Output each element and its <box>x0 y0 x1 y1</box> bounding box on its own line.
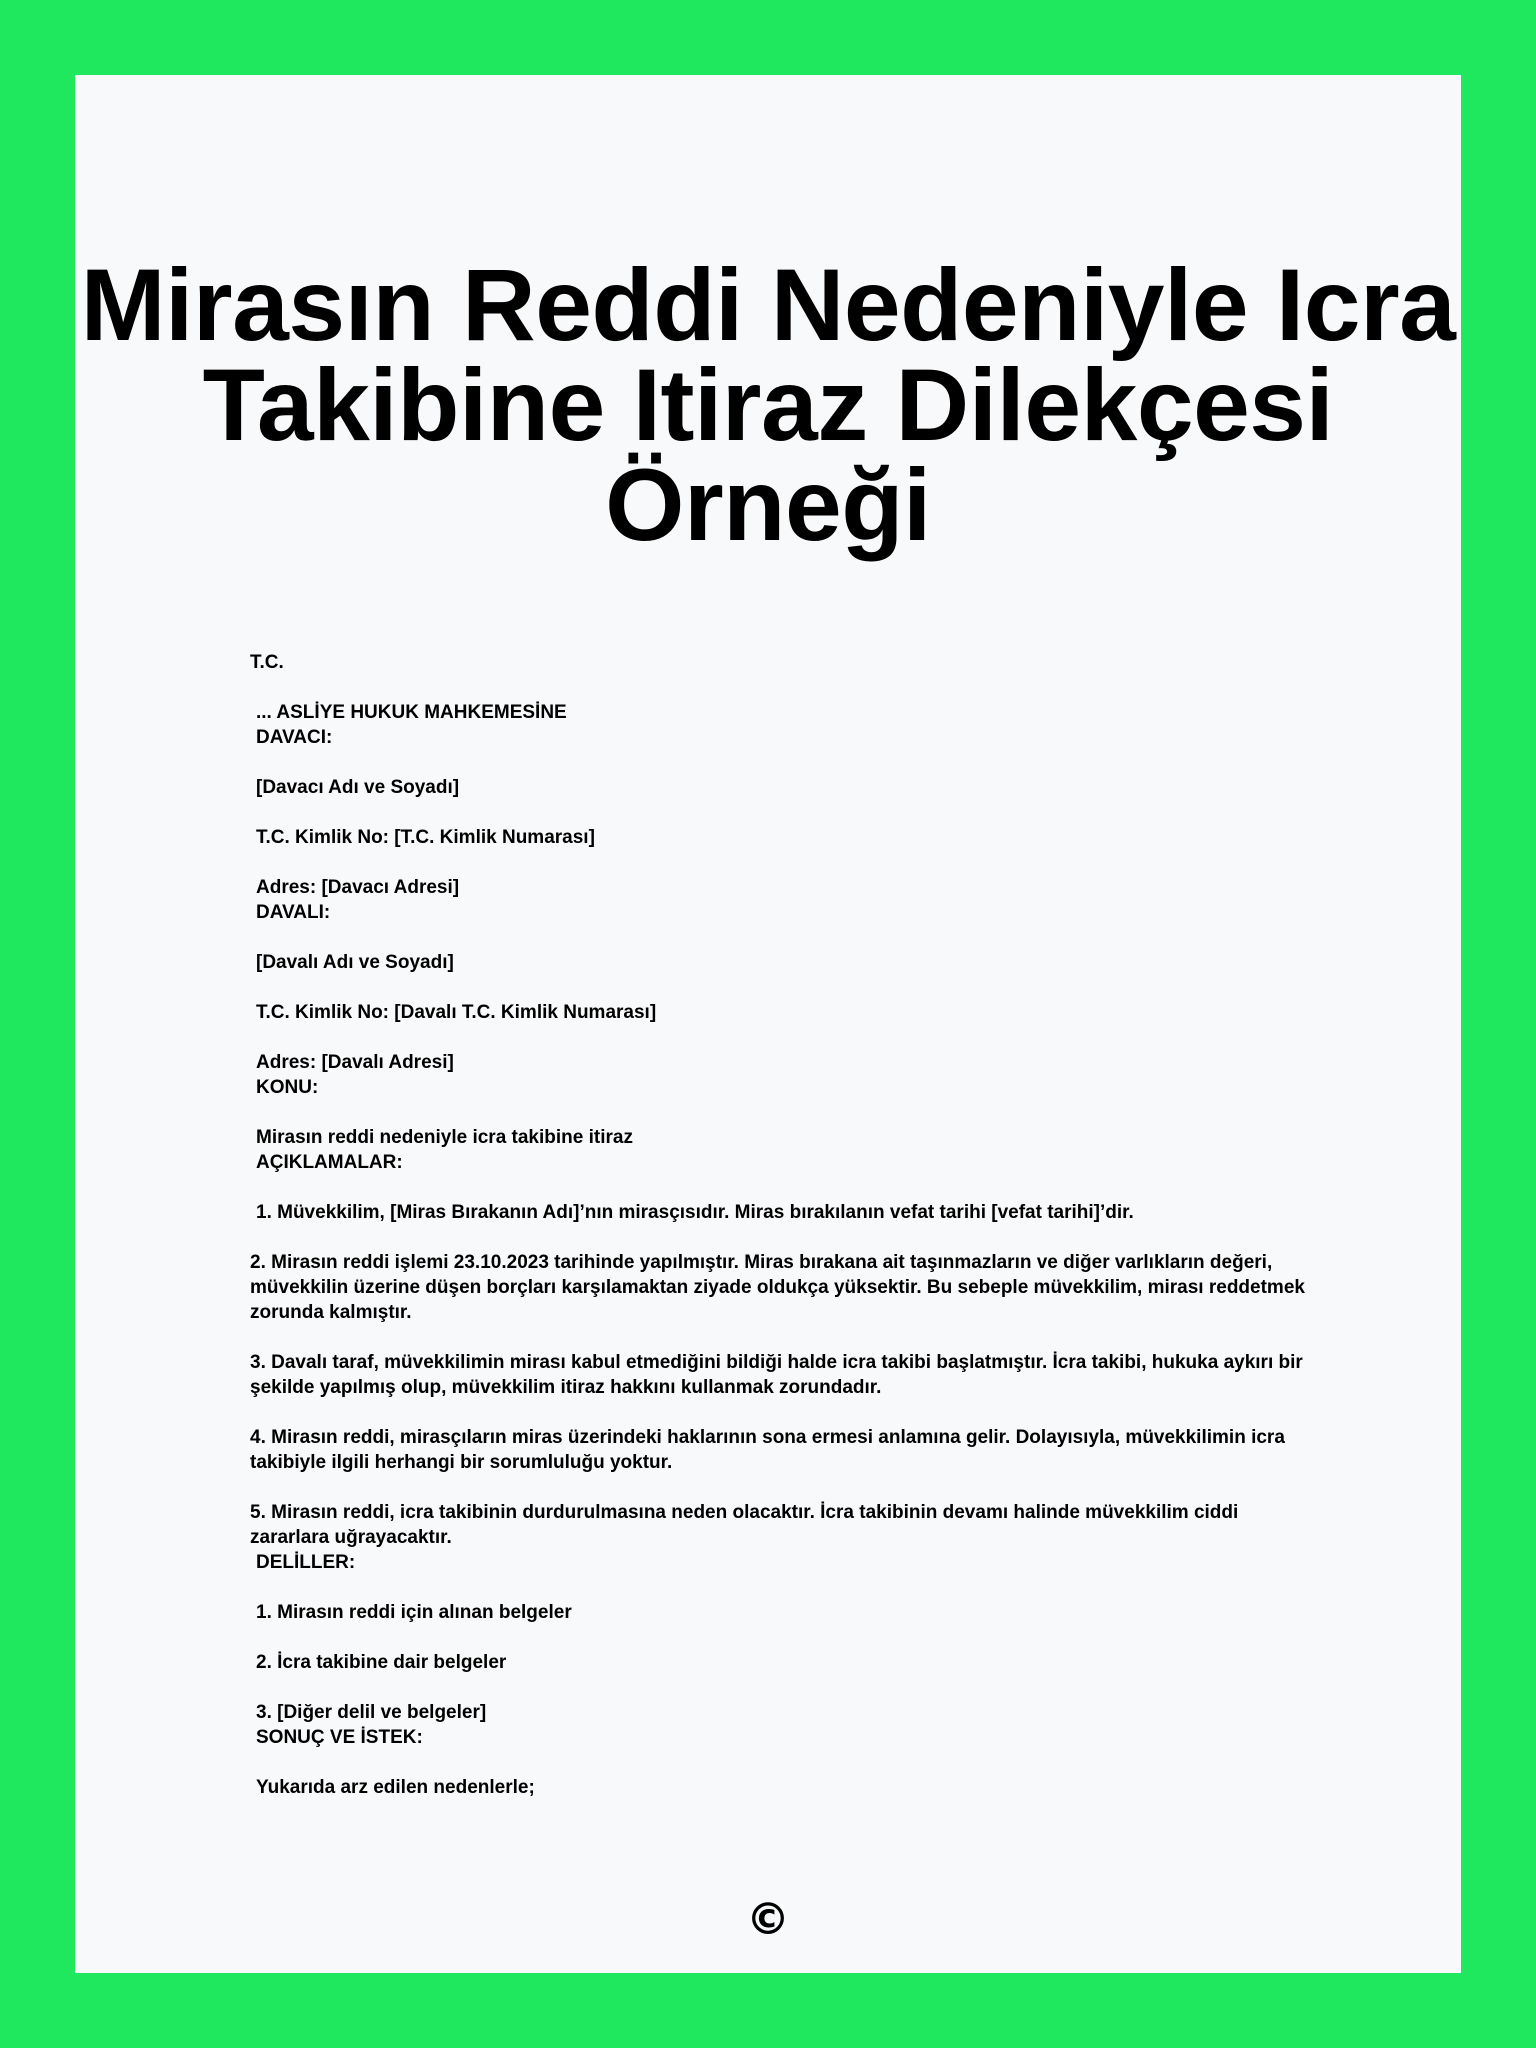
title-line-1: Mirasın Reddi Nedeniyle Icra <box>80 248 1456 362</box>
explanations-heading: AÇIKLAMALAR: <box>256 1152 403 1173</box>
plaintiff-name: [Davacı Adı ve Soyadı] <box>256 777 460 798</box>
title-line-3: Örneği <box>605 448 931 562</box>
defendant-heading: DAVALI: <box>256 902 331 923</box>
tc-header: T.C. <box>250 652 284 673</box>
explanation-item: 5. Mirasın reddi, icra takibinin durdurulmasına neden olacaktır. İcra takibinin devamı halinde müvekkilim ciddi zararlara uğrayacaktır. <box>250 1502 1244 1548</box>
copyright-icon: © <box>746 1894 790 1945</box>
page-title <box>75 248 1461 562</box>
subject-text: Mirasın reddi nedeniyle icra takibine itiraz <box>256 1127 633 1148</box>
subject-heading: KONU: <box>256 1077 319 1098</box>
defendant-name: [Davalı Adı ve Soyadı] <box>256 952 454 973</box>
evidence-heading: DELİLLER: <box>256 1552 356 1573</box>
defendant-id: T.C. Kimlik No: [Davalı T.C. Kimlik Numarası] <box>256 1002 657 1023</box>
court-name: ... ASLİYE HUKUK MAHKEMESİNE <box>256 702 567 723</box>
plaintiff-id: T.C. Kimlik No: [T.C. Kimlik Numarası] <box>256 827 595 848</box>
plaintiff-address: Adres: [Davacı Adresi] <box>256 877 460 898</box>
conclusion-text: Yukarıda arz edilen nedenlerle; <box>256 1777 535 1798</box>
explanation-item: 1. Müvekkilim, [Miras Bırakanın Adı]’nın mirasçısıdır. Miras bırakılanın vefat tarihi [vefat tarihi]’dir. <box>256 1202 1134 1223</box>
defendant-address: Adres: [Davalı Adresi] <box>256 1052 454 1073</box>
explanation-item: 2. Mirasın reddi işlemi 23.10.2023 tarihinde yapılmıştır. Miras bırakana ait taşınmazların ve diğer varlıkların değeri, müvekkilin üzerine düşen borçları karşılamaktan ziyade oldukça yüksektir. Bu sebeple müvekkilim, mirası reddetmek zorunda kalmıştır. <box>250 1252 1311 1323</box>
conclusion-heading: SONUÇ VE İSTEK: <box>256 1727 423 1748</box>
plaintiff-heading: DAVACI: <box>256 727 333 748</box>
petition-body <box>250 650 1310 1800</box>
evidence-item: 1. Mirasın reddi için alınan belgeler <box>256 1602 572 1623</box>
document-page <box>75 75 1461 1973</box>
title-line-2: Takibine Itiraz Dilekçesi <box>202 348 1334 462</box>
evidence-item: 2. İcra takibine dair belgeler <box>256 1652 507 1673</box>
evidence-item: 3. [Diğer delil ve belgeler] <box>256 1702 487 1723</box>
explanation-item: 3. Davalı taraf, müvekkilimin mirası kabul etmediğini bildiği halde icra takibi başlatmıştır. İcra takibi, hukuka aykırı bir şekilde yapılmış olup, müvekkilim itiraz hakkını kullanmak zorundadır. <box>250 1352 1309 1398</box>
explanation-item: 4. Mirasın reddi, mirasçıların miras üzerindeki haklarının sona ermesi anlamına gelir. Dolayısıyla, müvekkilimin icra takibiyle ilgili herhangi bir sorumluluğu yoktur. <box>250 1427 1291 1473</box>
